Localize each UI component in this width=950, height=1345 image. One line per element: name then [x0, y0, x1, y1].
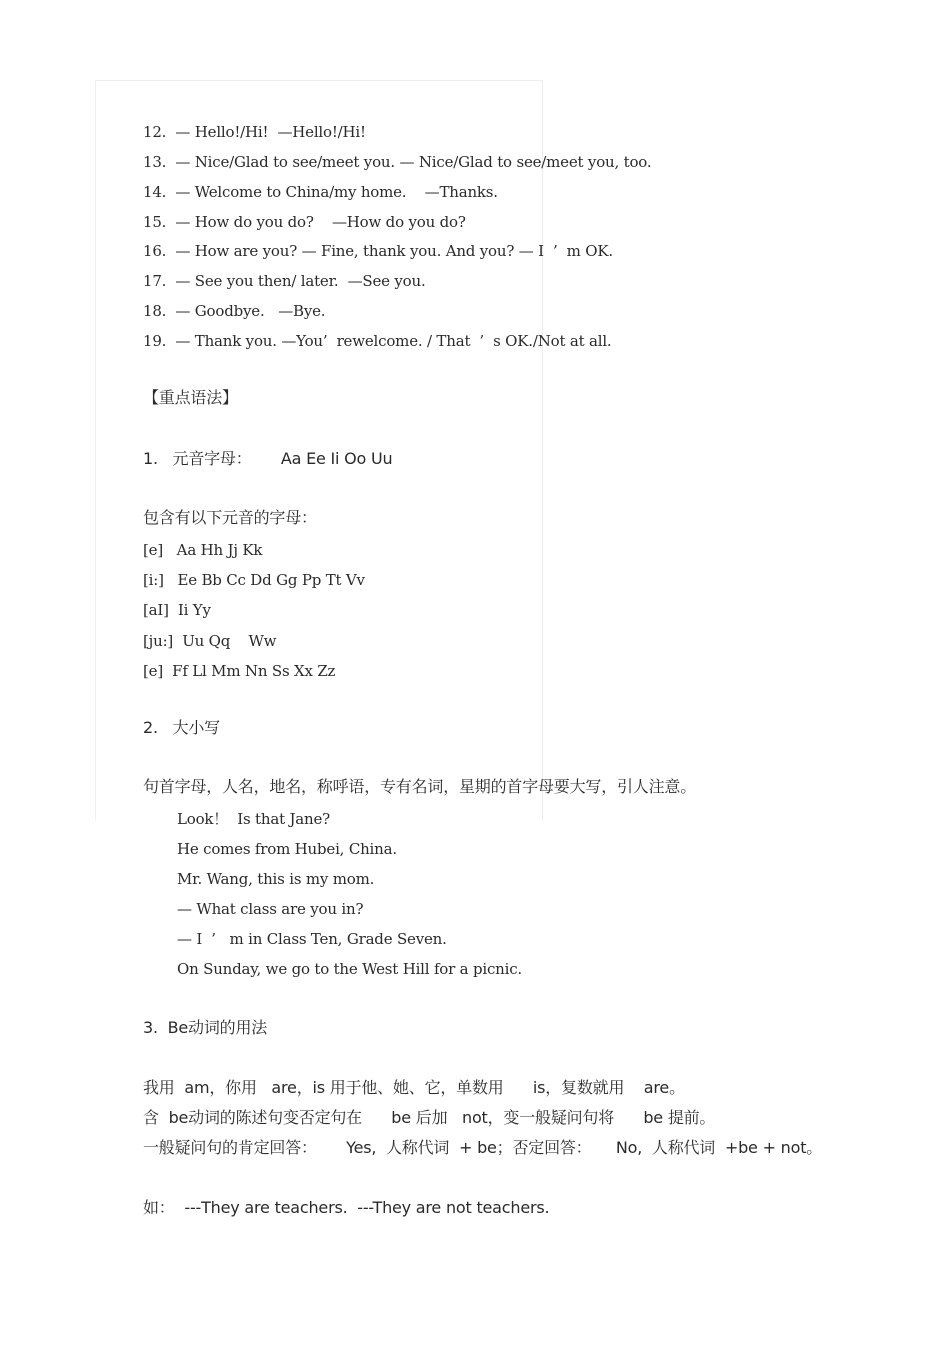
dialogue-line: 15. — How do you do? —How do you do? [143, 213, 466, 231]
capitals-title: 2. 大小写 [143, 718, 220, 737]
vowels-intro: 包含有以下元音的字母： [143, 508, 317, 527]
be-verb-rule: 含 be动词的陈述句变否定句在 be 后加 not，变一般疑问句将 be 提前。 [143, 1108, 716, 1127]
dialogue-line: 19. — Thank you. —You’ rewelcome. / That ’ s OK./Not at all. [143, 332, 612, 350]
capitals-example: He comes from Hubei, China. [177, 840, 397, 858]
dialogue-line: 17. — See you then/ later. —See you. [143, 272, 426, 290]
grammar-heading: 【重点语法】 [143, 388, 238, 407]
capitals-example: — What class are you in? [177, 900, 364, 918]
capitals-example: On Sunday, we go to the West Hill for a picnic. [177, 960, 522, 978]
vowel-group: [i:] Ee Bb Cc Dd Gg Pp Tt Vv [143, 571, 365, 589]
dialogue-line: 13. — Nice/Glad to see/meet you. — Nice/Glad to see/meet you, too. [143, 153, 652, 171]
be-verb-example: 如： ---They are teachers. ---They are not teachers. [143, 1198, 550, 1217]
be-verb-rule: 我用 am，你用 are，is 用于他、她、它，单数用 is，复数就用 are。 [143, 1078, 685, 1097]
be-verb-title: 3. Be动词的用法 [143, 1018, 268, 1037]
dialogue-line: 12. — Hello!/Hi! —Hello!/Hi! [143, 123, 366, 141]
capitals-rule: 句首字母，人名，地名，称呼语，专有名词，星期的首字母要大写，引人注意。 [143, 777, 697, 796]
vowel-group: [ju:] Uu Qq Ww [143, 632, 277, 650]
dialogue-line: 18. — Goodbye. —Bye. [143, 302, 326, 320]
capitals-example: Mr. Wang, this is my mom. [177, 870, 375, 888]
vowel-group: [e] Aa Hh Jj Kk [143, 541, 263, 559]
capitals-example: Look！ Is that Jane? [177, 810, 331, 828]
vowels-title: 1. 元音字母： Aa Ee Ii Oo Uu [143, 449, 393, 468]
vowel-group: [aI] Ii Yy [143, 601, 211, 619]
capitals-example: — I ’ m in Class Ten, Grade Seven. [177, 930, 447, 948]
vowel-group: [e] Ff Ll Mm Nn Ss Xx Zz [143, 662, 336, 680]
dialogue-line: 14. — Welcome to China/my home. —Thanks. [143, 183, 498, 201]
dialogue-line: 16. — How are you? — Fine, thank you. And you? — I ’ m OK. [143, 242, 613, 260]
be-verb-rule: 一般疑问句的肯定回答： Yes, 人称代词 + be；否定回答： No, 人称代词 +be + not。 [143, 1138, 823, 1157]
